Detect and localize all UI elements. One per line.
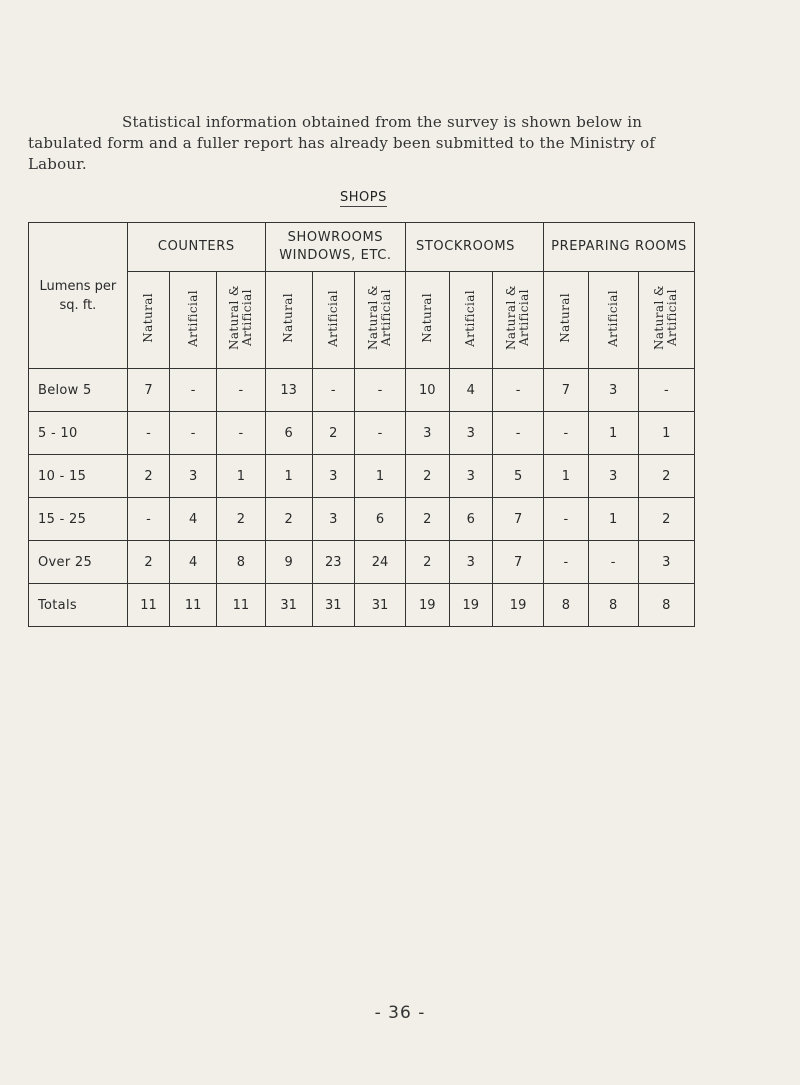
- row-label: 10 - 15: [29, 455, 128, 498]
- table-cell: 7: [493, 541, 544, 584]
- table-cell: 4: [170, 498, 217, 541]
- table-cell: -: [588, 541, 638, 584]
- row-label: Totals: [29, 584, 128, 627]
- table-cell: 6: [265, 412, 312, 455]
- table-cell: 8: [638, 584, 694, 627]
- sub-header-label: Natural & Artificial: [504, 285, 532, 351]
- table-cell: 3: [449, 455, 493, 498]
- table-cell: 31: [355, 584, 406, 627]
- sub-header: [544, 272, 589, 369]
- sub-header-label: Natural & Artificial: [226, 285, 254, 351]
- row-label: 15 - 25: [29, 498, 128, 541]
- table-cell: 2: [127, 455, 169, 498]
- sub-header: [170, 272, 217, 369]
- table-cell: -: [544, 498, 589, 541]
- table-cell: -: [638, 369, 694, 412]
- table-cell: -: [355, 412, 406, 455]
- sub-header: [127, 272, 169, 369]
- sub-header-label: Natural: [558, 293, 573, 343]
- table-row: [29, 412, 695, 455]
- intro-paragraph: [28, 112, 688, 175]
- sub-header-label: Natural & Artificial: [366, 285, 394, 351]
- table-cell: 1: [216, 455, 265, 498]
- sub-header-label: Artificial: [463, 289, 478, 347]
- table-heading: SHOPS: [340, 190, 387, 205]
- table-cell: 11: [216, 584, 265, 627]
- table-cell: -: [355, 369, 406, 412]
- table-cell: 3: [312, 498, 354, 541]
- page-number: - 36 -: [374, 1003, 426, 1023]
- table-cell: 31: [265, 584, 312, 627]
- table-cell: 31: [312, 584, 354, 627]
- table-cell: -: [493, 369, 544, 412]
- sub-header-label: Artificial: [325, 289, 340, 347]
- table-cell: 2: [216, 498, 265, 541]
- sub-header-label: Natural & Artificial: [652, 285, 680, 351]
- table-cell: 1: [588, 412, 638, 455]
- table-cell: 24: [355, 541, 406, 584]
- group-header-preparing: PREPARING ROOMS: [544, 223, 695, 272]
- group-header-counters: COUNTERS: [127, 223, 265, 272]
- table-cell: 7: [493, 498, 544, 541]
- sub-header: [638, 272, 694, 369]
- table-cell: -: [544, 541, 589, 584]
- table-cell: 1: [544, 455, 589, 498]
- sub-header: [216, 272, 265, 369]
- table-cell: 7: [127, 369, 169, 412]
- table-cell: 7: [544, 369, 589, 412]
- table-cell: -: [216, 369, 265, 412]
- table-cell: 2: [127, 541, 169, 584]
- table-cell: 6: [449, 498, 493, 541]
- table-cell: 19: [449, 584, 493, 627]
- table-cell: 2: [265, 498, 312, 541]
- table-cell: 3: [449, 412, 493, 455]
- table-cell: 8: [544, 584, 589, 627]
- table-cell: 19: [406, 584, 450, 627]
- table-row: [29, 455, 695, 498]
- group-header-stockrooms: STOCKROOMS: [406, 223, 544, 272]
- table-cell: 3: [588, 455, 638, 498]
- table-row: [29, 369, 695, 412]
- row-label: Below 5: [29, 369, 128, 412]
- table-cell: 3: [449, 541, 493, 584]
- table-cell: 23: [312, 541, 354, 584]
- table-cell: 2: [406, 498, 450, 541]
- sub-header: [449, 272, 493, 369]
- table-cell: 2: [638, 498, 694, 541]
- shops-table: [28, 222, 695, 627]
- table-cell: 4: [449, 369, 493, 412]
- table-cell: 19: [493, 584, 544, 627]
- table-row: [29, 541, 695, 584]
- sub-header: [588, 272, 638, 369]
- table-cell: 3: [170, 455, 217, 498]
- table-cell: 3: [638, 541, 694, 584]
- table-cell: 9: [265, 541, 312, 584]
- sub-header-label: Artificial: [605, 289, 620, 347]
- table-cell: 8: [588, 584, 638, 627]
- sub-header-label: Natural: [419, 293, 434, 343]
- table-body: [29, 369, 695, 627]
- table-cell: -: [216, 412, 265, 455]
- table-cell: 8: [216, 541, 265, 584]
- table-cell: 10: [406, 369, 450, 412]
- table-cell: 1: [355, 455, 406, 498]
- intro-text: Statistical information obtained from the survey is shown below in tabulated form and a fuller report has already been submitted to the Ministry of Labour.: [28, 113, 656, 173]
- table-cell: -: [312, 369, 354, 412]
- group-header-showrooms: SHOWROOMS WINDOWS, ETC.: [265, 223, 405, 272]
- table-cell: -: [127, 498, 169, 541]
- table-cell: 13: [265, 369, 312, 412]
- table-cell: 5: [493, 455, 544, 498]
- corner-header: Lumens per sq. ft.: [29, 223, 128, 369]
- table-cell: 3: [406, 412, 450, 455]
- table-cell: 1: [588, 498, 638, 541]
- table-cell: 2: [406, 455, 450, 498]
- table-cell: 2: [638, 455, 694, 498]
- table-cell: -: [544, 412, 589, 455]
- table-cell: 6: [355, 498, 406, 541]
- table-cell: 3: [312, 455, 354, 498]
- table-row: [29, 498, 695, 541]
- table-cell: -: [127, 412, 169, 455]
- sub-header: [406, 272, 450, 369]
- table-cell: 2: [406, 541, 450, 584]
- sub-header-row: [29, 272, 695, 369]
- sub-header-label: Artificial: [185, 289, 200, 347]
- sub-header: [355, 272, 406, 369]
- sub-header: [265, 272, 312, 369]
- sub-header: [493, 272, 544, 369]
- table-cell: -: [170, 369, 217, 412]
- table-cell: -: [493, 412, 544, 455]
- row-label: 5 - 10: [29, 412, 128, 455]
- table-cell: 3: [588, 369, 638, 412]
- sub-header-label: Natural: [281, 293, 296, 343]
- table-cell: 1: [265, 455, 312, 498]
- table-cell: 11: [127, 584, 169, 627]
- row-label: Over 25: [29, 541, 128, 584]
- table-cell: 11: [170, 584, 217, 627]
- table-cell: 4: [170, 541, 217, 584]
- table-cell: 1: [638, 412, 694, 455]
- table-cell: 2: [312, 412, 354, 455]
- totals-row: [29, 584, 695, 627]
- table-cell: -: [170, 412, 217, 455]
- sub-header: [312, 272, 354, 369]
- sub-header-label: Natural: [141, 293, 155, 343]
